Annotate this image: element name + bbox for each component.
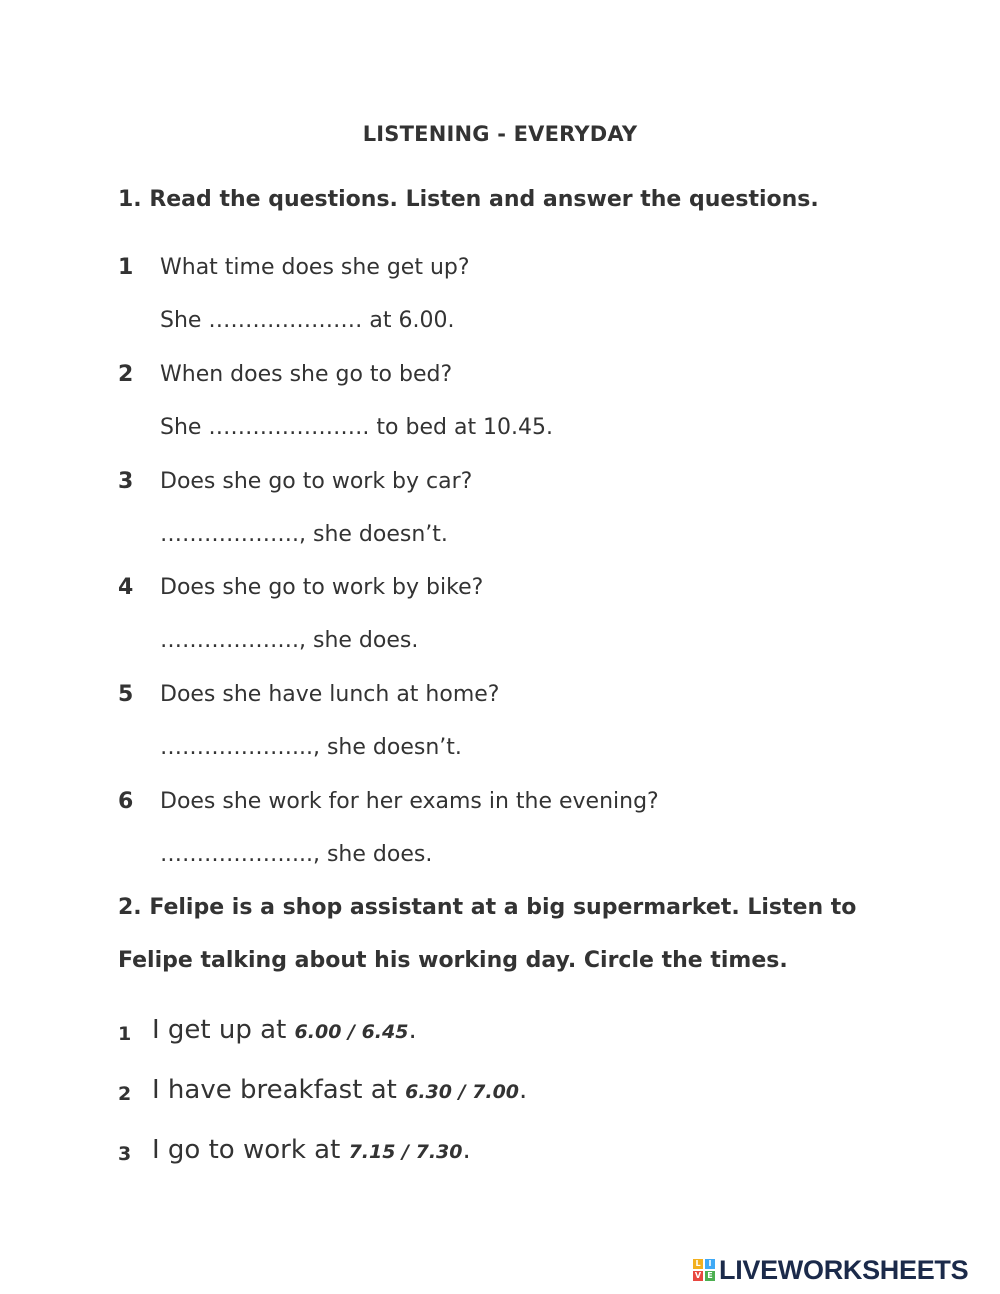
answer-line: ………………..., she doesn’t.	[160, 735, 462, 760]
question-number: 4	[118, 575, 134, 600]
statement-end: .	[408, 1015, 417, 1045]
section2-heading-line1: 2. Felipe is a shop assistant at a big supermarket. Listen to	[118, 895, 857, 920]
statement-text: I have breakfast at	[152, 1075, 406, 1105]
section2-heading-line2: Felipe talking about his working day. Circle the times.	[118, 948, 788, 973]
statement	[152, 1135, 471, 1165]
answer-line: ………………., she does.	[160, 628, 419, 653]
logo-icon-letter: E	[705, 1271, 715, 1281]
statement-number: 2	[118, 1083, 132, 1105]
statement	[152, 1015, 417, 1045]
answer-line: ………………., she doesn’t.	[160, 522, 448, 547]
logo-text: LIVEWORKSHEETS	[719, 1254, 969, 1285]
statement-end: .	[462, 1135, 471, 1165]
logo-icon	[693, 1259, 715, 1281]
answer-line: ………………..., she does.	[160, 842, 433, 867]
question-number: 6	[118, 789, 134, 814]
question-number: 2	[118, 362, 134, 387]
logo-icon-letter: L	[693, 1259, 703, 1269]
question-text: When does she go to bed?	[160, 362, 453, 387]
question-number: 3	[118, 469, 134, 494]
statement	[152, 1075, 527, 1105]
statement-text: I go to work at	[152, 1135, 349, 1165]
question-number: 5	[118, 682, 134, 707]
statement-end: .	[519, 1075, 528, 1105]
question-number: 1	[118, 255, 134, 280]
time-options[interactable]: 7.15 / 7.30	[348, 1141, 463, 1163]
answer-line: She …………………. to bed at 10.45.	[160, 415, 554, 440]
logo-icon-letter: V	[694, 1271, 702, 1280]
time-options[interactable]: 6.30 / 7.00	[405, 1081, 520, 1103]
liveworksheets-logo	[693, 1254, 968, 1286]
question-text: Does she have lunch at home?	[160, 682, 500, 707]
page-title: LISTENING - EVERYDAY	[362, 122, 638, 146]
section1-heading: 1. Read the questions. Listen and answer the questions.	[118, 187, 819, 212]
question-text: What time does she get up?	[160, 255, 470, 280]
statement-number: 1	[118, 1023, 132, 1045]
logo-icon-letter: I	[705, 1259, 715, 1269]
time-options[interactable]: 6.00 / 6.45	[294, 1021, 409, 1043]
question-text: Does she go to work by bike?	[160, 575, 484, 600]
answer-line: She ………………… at 6.00.	[160, 308, 455, 333]
statement-text: I get up at	[152, 1015, 295, 1045]
question-text: Does she go to work by car?	[160, 469, 473, 494]
statement-number: 3	[118, 1143, 132, 1165]
question-text: Does she work for her exams in the evening?	[160, 789, 659, 814]
